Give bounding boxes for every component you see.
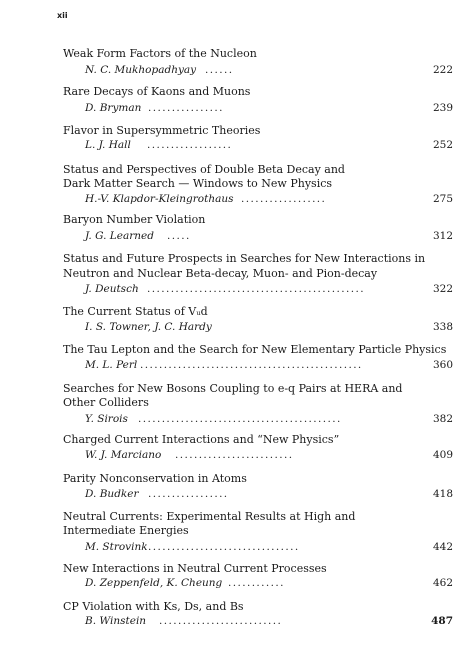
entry-page-number: 487	[431, 615, 453, 627]
entry-page-number: 409	[432, 449, 453, 461]
entry-authors: M. Strovink	[85, 541, 148, 553]
dot-leader: ..................	[147, 139, 233, 151]
entry-page-number: 239	[432, 102, 453, 114]
entry-title: The Current Status of Vᵤd	[63, 305, 208, 318]
dot-leader: .................	[148, 488, 229, 500]
entry-authors: L. J. Hall	[85, 139, 131, 151]
entry-authors: Y. Sirois	[85, 413, 128, 425]
entry-title: Charged Current Interactions and “New Physics”	[63, 433, 340, 446]
dot-leader: ......	[205, 64, 234, 76]
dot-leader: ...............................................	[140, 359, 363, 371]
dot-leader: .........................	[175, 449, 294, 461]
entry-title-line-2: Dark Matter Search — Windows to New Physics	[63, 177, 333, 190]
entry-title: Baryon Number Violation	[63, 213, 206, 226]
entry-authors: M. L. Perl	[85, 359, 138, 371]
entry-page-number: 442	[432, 541, 453, 553]
dot-leader: .....	[167, 230, 191, 242]
entry-page-number: 275	[432, 193, 453, 205]
entry-title: Parity Nonconservation in Atoms	[63, 472, 247, 485]
entry-page-number: 338	[432, 321, 453, 333]
dot-leader: ..............................................	[147, 283, 365, 295]
entry-authors: D. Zeppenfeld, K. Cheung	[85, 577, 223, 589]
entry-page-number: 360	[432, 359, 453, 371]
dot-leader: ...........................................	[138, 413, 342, 425]
entry-authors: D. Budker	[85, 488, 139, 500]
entry-title: Flavor in Supersymmetric Theories	[63, 124, 261, 137]
entry-title-line-1: Status and Future Prospects in Searches for New Interactions in	[63, 252, 426, 265]
entry-title-line-1: Searches for New Bosons Coupling to e-q Pairs at HERA and	[63, 382, 403, 395]
entry-title-line-1: Neutral Currents: Experimental Results at High and	[63, 510, 356, 523]
entry-authors: N. C. Mukhopadhyay	[85, 64, 197, 76]
entry-title: New Interactions in Neutral Current Processes	[63, 562, 327, 575]
dot-leader: ................	[148, 102, 224, 114]
dot-leader: ............	[228, 577, 285, 589]
entry-title: Rare Decays of Kaons and Muons	[63, 85, 251, 98]
entry-title: The Tau Lepton and the Search for New Elementary Particle Physics	[63, 343, 447, 356]
entry-page-number: 252	[432, 139, 453, 151]
entry-authors: I. S. Towner, J. C. Hardy	[85, 321, 212, 333]
entry-authors: B. Winstein	[85, 615, 147, 627]
entry-title-line-2: Other Colliders	[63, 396, 149, 409]
dot-leader: ..........................	[159, 615, 283, 627]
entry-authors: J. Deutsch	[85, 283, 139, 295]
entry-page-number: 322	[432, 283, 453, 295]
entry-title-line-1: Status and Perspectives of Double Beta Decay and	[63, 163, 345, 176]
entry-title-line-2: Neutron and Nuclear Beta-decay, Muon- and Pion-decay	[63, 267, 378, 280]
entry-page-number: 418	[432, 488, 453, 500]
page-number: xii	[57, 11, 68, 20]
entry-authors: H.-V. Klapdor-Kleingrothaus	[85, 193, 234, 205]
entry-title: CP Violation with Ks, Ds, and Bs	[63, 600, 244, 613]
entry-authors: W. J. Marciano	[85, 449, 162, 461]
entry-page-number: 382	[432, 413, 453, 425]
entry-authors: J. G. Learned	[85, 230, 154, 242]
dot-leader: ..................	[241, 193, 327, 205]
entry-authors: D. Bryman	[85, 102, 142, 114]
entry-title: Weak Form Factors of the Nucleon	[63, 47, 257, 60]
entry-page-number: 312	[432, 230, 453, 242]
entry-title-line-2: Intermediate Energies	[63, 524, 189, 537]
dot-leader: ................................	[148, 541, 300, 553]
entry-page-number: 222	[432, 64, 453, 76]
entry-page-number: 462	[432, 577, 453, 589]
